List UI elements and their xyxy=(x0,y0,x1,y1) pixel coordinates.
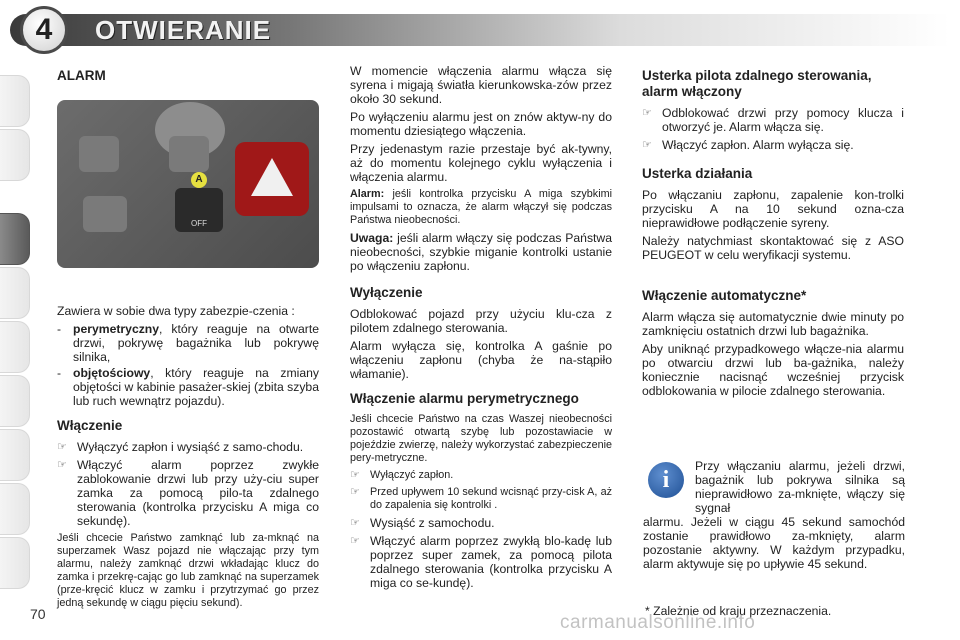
chapter-tabs xyxy=(0,75,30,595)
pointer-icon: ☞ xyxy=(642,107,652,119)
alarm-note: Alarm: jeśli kontrolka przycisku A miga szybkimi impulsami to oznacza, że alarm włączył się podczas Państwa nieobecności. xyxy=(350,188,612,226)
alarm-type-desc: , który reaguje na otwarte drzwi, pokrywę bagażnika lub pokrywę silnika, xyxy=(73,322,319,364)
wlaczenie-heading: Włączenie xyxy=(57,418,123,433)
alarm-button-photo xyxy=(57,100,319,268)
usterka-pilota-bullet: ☞ Włączyć zapłon. Alarm wyłącza się. xyxy=(642,138,854,152)
chapter-number: 4 xyxy=(20,6,68,54)
page-number: 70 xyxy=(30,606,46,622)
perym-bullet: ☞ Wyłączyć zapłon. xyxy=(350,469,454,481)
paragraph: Po wyłączeniu alarmu jest on znów aktyw-ny do momentu dziesiątego włączenia. xyxy=(350,110,612,138)
chapter-tab[interactable] xyxy=(0,537,30,589)
chapter-tab[interactable] xyxy=(0,129,30,181)
watermark: carmanualsonline.info xyxy=(560,612,756,633)
wylaczenie-heading: Wyłączenie xyxy=(350,285,423,300)
lock-button xyxy=(83,196,127,232)
chapter-tab[interactable] xyxy=(0,375,30,427)
chapter-tab-active[interactable] xyxy=(0,213,30,265)
wlaczenie-note: Jeśli chcecie Państwo zamknąć lub za-mknąć na superzamek Wasz pojazd nie włączając przy tym alarmu, należy zamknąć drzwi wkładając klucz do zamka i przekrę-cając go lub zamknąć na superzamek (prze-kręcić klucz w zamku i przytrzymać go przez jedną sekundę w ciągu pięciu sekund). xyxy=(57,532,319,609)
pointer-icon: ☞ xyxy=(350,517,360,529)
footnote: * Zależnie od kraju przeznaczenia. xyxy=(645,604,832,618)
pointer-icon: ☞ xyxy=(642,139,652,151)
paragraph: Odblokować pojazd przy użyciu klu-cza z pilotem zdalnego sterowania. xyxy=(350,307,612,335)
pointer-icon: ☞ xyxy=(350,486,360,498)
alarm-off-switch: OFF xyxy=(175,188,223,232)
paragraph: Aby uniknąć przypadkowego włącze-nia alarmu po otwarciu drzwi lub ba-gażnika, należy koniecznie nacisnąć wcześniej przycisk odblokowania w pilocie zdalnego sterowania. xyxy=(642,342,904,398)
pointer-icon: ☞ xyxy=(350,469,360,481)
column-1 xyxy=(57,64,319,614)
alarm-type-item: - objętościowy, który reaguje na zmiany objętości w kabinie pasażer-skiej (zbita szyba lub ruch wewnątrz pojazdu). xyxy=(57,366,319,408)
column-3 xyxy=(642,64,904,402)
chapter-tab[interactable] xyxy=(0,267,30,319)
perym-bullet: ☞ Włączyć alarm poprzez zwykłą blo-kadę lub poprzez super zamek, za pomocą pilota zdalnego sterowania (kontrolka przycisku A miga co se-kundę). xyxy=(350,534,612,590)
paragraph: W momencie włączenia alarmu włącza się syrena i migają światła kierunkowska-zów przez około 30 sekund. xyxy=(350,64,612,106)
wlaczenie-bullet: ☞ Wyłączyć zapłon i wysiąść z samo-chodu. xyxy=(57,440,304,454)
info-text-rest: alarmu. Jeżeli w ciągu 45 sekund samochód zostanie prawidłowo za-mknięty, alarm pozostanie aktywny. W każdym przypadku, alarm aktywuje się po upływie 45 sekund. xyxy=(643,515,905,571)
dashboard-button xyxy=(79,136,119,172)
automatyczne-heading: Włączenie automatyczne* xyxy=(642,288,807,303)
alarm-type-name: objętościowy xyxy=(73,366,151,380)
usterka-dzialania-heading: Usterka działania xyxy=(642,166,753,181)
chapter-tab[interactable] xyxy=(0,429,30,481)
uwaga-note: Uwaga: jeśli alarm włączy się podczas Państwa nieobecności, szybkie miganie kontrolki ustanie po włączeniu zapłonu. xyxy=(350,231,613,273)
usterka-pilota-bullet: ☞ Odblokować drzwi przy pomocy klucza i otworzyć je. Alarm włącza się. xyxy=(642,106,904,134)
usterka-pilota-heading: Usterka pilota zdalnego sterowania, alarm włączony xyxy=(642,68,872,99)
perymetryczny-heading: Włączenie alarmu perymetrycznego xyxy=(350,391,579,406)
info-icon: i xyxy=(648,462,684,498)
chapter-tab[interactable] xyxy=(0,483,30,535)
chapter-tab[interactable] xyxy=(0,75,30,127)
paragraph: Przy jedenastym razie przestaje być ak-tywny, aż do momentu kolejnego cyklu wyłączenia i włączenia alarmu. xyxy=(350,142,612,184)
paragraph: Alarm wyłącza się, kontrolka A gaśnie po włączeniu zapłonu (chyba że na-stąpiło włamanie). xyxy=(350,339,612,381)
pointer-icon: ☞ xyxy=(57,441,67,453)
paragraph: Alarm włącza się automatycznie dwie minuty po zamknięciu ostatnich drzwi lub bagażnika. xyxy=(642,310,904,338)
chapter-tab[interactable] xyxy=(0,321,30,373)
dashboard-button xyxy=(169,136,209,172)
alarm-intro: Zawiera w sobie dwa typy zabezpie-czenia : xyxy=(57,304,295,318)
hazard-warning-button xyxy=(235,142,309,216)
alarm-heading: ALARM xyxy=(57,68,106,83)
perym-bullet: ☞ Wysiąść z samochodu. xyxy=(350,516,495,530)
paragraph: Po włączaniu zapłonu, zapalenie kon-trolki przycisku A na 10 sekund ozna-cza nieprawidłowe podłączenie syreny. xyxy=(642,188,904,230)
pointer-icon: ☞ xyxy=(350,535,360,547)
wlaczenie-bullet: ☞ Włączyć alarm poprzez zwykłe zablokowanie drzwi lub przy uży-ciu super zamka za pomocą pilo-ta zdalnego sterowania (kontrolka przycisku A miga co sekundę). xyxy=(57,458,319,528)
chapter-title: OTWIERANIE xyxy=(95,15,272,45)
alarm-type-name: perymetryczny xyxy=(73,322,160,336)
pointer-icon: ☞ xyxy=(57,459,67,471)
info-text-first: Przy włączaniu alarmu, jeżeli drzwi, bagażnik lub pokrywa silnika są nieprawidłowo za-mknięte, włączy się sygnał xyxy=(695,459,905,515)
paragraph: Należy natychmiast skontaktować się z ASO PEUGEOT w celu weryfikacji systemu. xyxy=(642,234,904,262)
perym-bullet: ☞ Przed upływem 10 sekund wcisnąć przy-cisk A, aż do zapalenia się kontrolki . xyxy=(350,486,612,511)
column-2 xyxy=(350,64,612,594)
indicator-lamp-a: A xyxy=(191,172,207,188)
alarm-type-desc: , który reaguje na zmiany objętości w kabinie pasażer-skiej (zbita szyba lub ruch wewnątrz pojazdu). xyxy=(73,366,319,408)
perymetryczny-intro: Jeśli chcecie Państwo na czas Waszej nieobecności pozostawić otwartą szybę lub pozostawiacie w pojeździe zwierzę, należy wykorzystać zabezpieczenie pery-metryczne. xyxy=(350,413,612,464)
alarm-type-item: - perymetryczny, który reaguje na otwarte drzwi, pokrywę bagażnika lub pokrywę silnika, xyxy=(57,322,319,364)
